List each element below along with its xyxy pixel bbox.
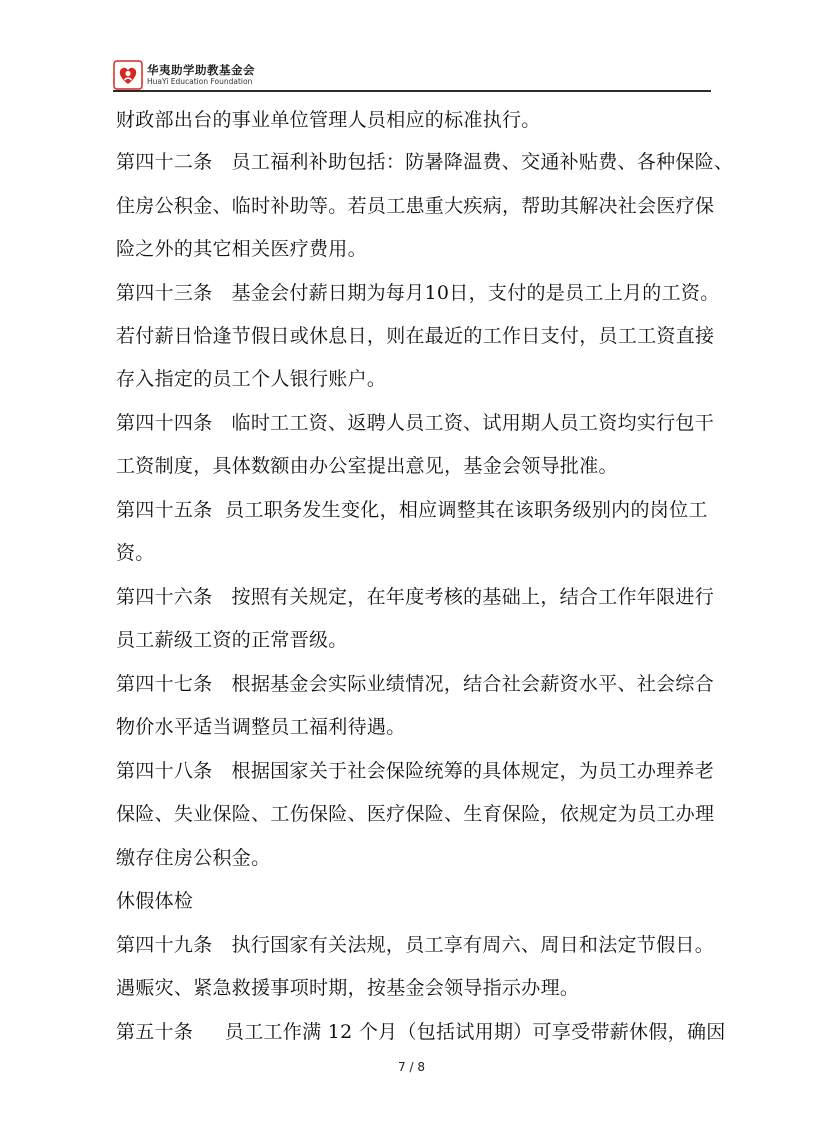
foundation-logo-icon — [113, 60, 143, 90]
org-name-cn: 华夷助学助教基金会 — [147, 63, 255, 77]
text-line: 若付薪日恰逢节假日或休息日，则在最近的工作日支付，员工工资直接 — [116, 325, 715, 347]
text-line: 缴存住房公积金。 — [116, 847, 271, 869]
text-line: 资。 — [116, 542, 155, 564]
article-46: 第四十六条 按照有关规定，在年度考核的基础上，结合工作年限进行 — [116, 586, 715, 608]
text-line: 险之外的其它相关医疗费用。 — [116, 238, 367, 260]
header-divider — [113, 90, 711, 92]
text-line: 存入指定的员工个人银行账户。 — [116, 368, 387, 390]
text-line: 遇赈灾、紧急救援事项时期，按基金会领导指示办理。 — [116, 977, 580, 999]
text-line: 物价水平适当调整员工福利待遇。 — [116, 716, 406, 738]
org-name-en: HuaYi Education Foundation — [147, 77, 253, 86]
article-44: 第四十四条 临时工工资、返聘人员工资、试用期人员工资均实行包干 — [116, 412, 715, 434]
text-line: 保险、失业保险、工伤保险、医疗保险、生育保险，依规定为员工办理 — [116, 803, 715, 825]
text-line: 财政部出台的事业单位管理人员相应的标准执行。 — [116, 109, 541, 131]
text-line: 工资制度，具体数额由办公室提出意见，基金会领导批准。 — [116, 455, 618, 477]
page-number: 7 / 8 — [398, 1060, 425, 1074]
article-48: 第四十八条 根据国家关于社会保险统筹的具体规定，为员工办理养老 — [116, 760, 715, 782]
article-43: 第四十三条 基金会付薪日期为每月10日，支付的是员工上月的工资。 — [116, 282, 720, 304]
article-47: 第四十七条 根据基金会实际业绩情况，结合社会薪资水平、社会综合 — [116, 673, 715, 695]
article-49: 第四十九条 执行国家有关法规，员工享有周六、周日和法定节假日。 — [116, 934, 715, 956]
article-42: 第四十二条 员工福利补助包括：防暑降温费、交通补贴费、各种保险、 — [116, 151, 734, 173]
text-line: 住房公积金、临时补助等。若员工患重大疾病，帮助其解决社会医疗保 — [116, 195, 715, 217]
article-45: 第四十五条 员工职务发生变化，相应调整其在该职务级别内的岗位工 — [116, 499, 708, 521]
page-header — [113, 58, 711, 92]
text-line: 员工薪级工资的正常晋级。 — [116, 629, 348, 651]
section-heading: 休假体检 — [116, 890, 194, 912]
article-50: 第五十条 员工工作满 12 个月（包括试用期）可享受带薪休假，确因 — [116, 1021, 726, 1043]
